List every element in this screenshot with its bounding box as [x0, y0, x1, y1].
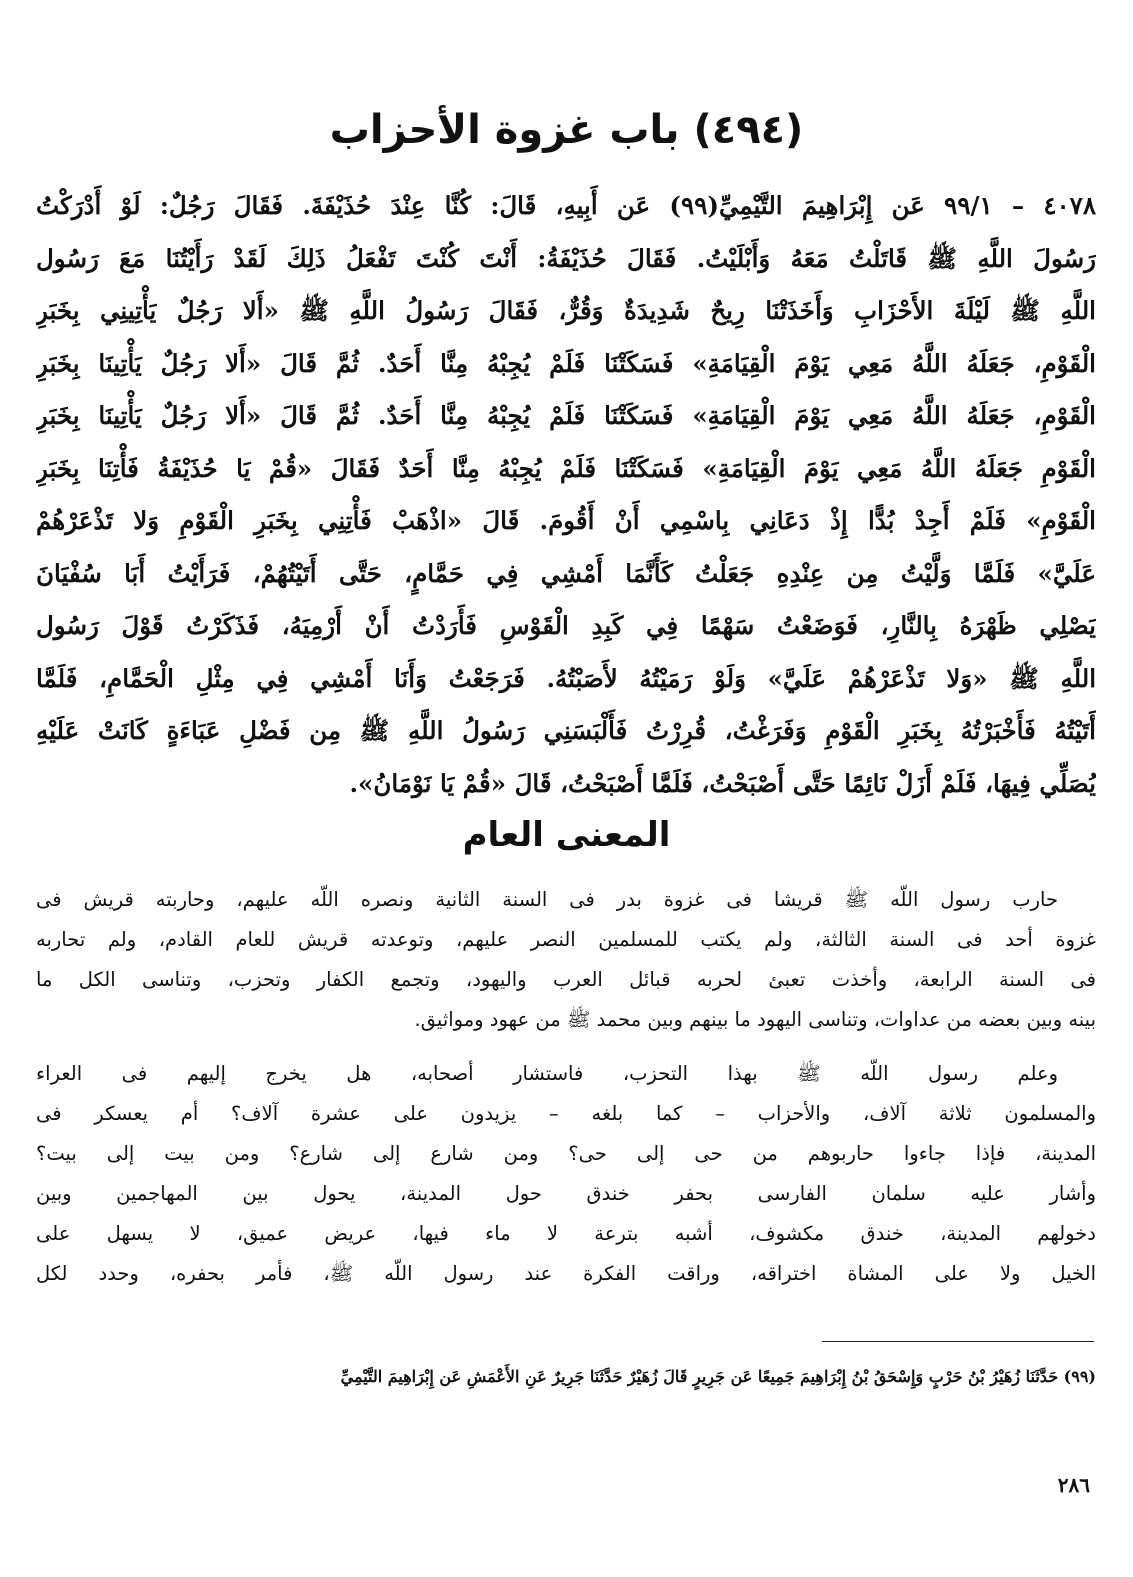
- paragraph-gap: [36, 1040, 1096, 1054]
- paragraph: [36, 1054, 1096, 1294]
- hadith-line: اللَّهِ ﷺ لَيْلَةَ الأَحْزَابِ وَأَخَذَتْنَا رِيحٌ شَدِيدَةٌ وَقُرٌّ، فَقَالَ رَسُولُ اللَّهِ ﷺ «أَلا رَجُلٌ يَأْتِينِي بِخَبَرِ: [36, 296, 1096, 325]
- hadith-line: الْقَوْمِ» فَلَمْ أَجِدْ بُدًّا إِذْ دَعَانِي بِاسْمِي أَنْ أَقُومَ. قَالَ «اذْهَبْ فَأْتِنِي بِخَبَرِ الْقَوْمِ وَلا تَذْعَرْهُمْ: [36, 506, 1096, 535]
- footnote-divider: [822, 1341, 1094, 1342]
- meaning-line: وعلم رسول اللّه ﷺ بهذا التحزب، فاستشار أصحابه، هل يخرج إليهم فى العراء: [36, 1062, 1058, 1085]
- meaning-line: حارب رسول اللّه ﷺ قريشا فى غزوة بدر فى السنة الثانية ونصره اللّه عليهم، وحاربته قريش فى: [36, 888, 1058, 911]
- chapter-title: (٤٩٤) باب غزوة الأحزاب: [329, 107, 804, 153]
- meaning-line: الخيل ولا على المشاة اختراقه، وراقت الفكرة عند رسول اللّه ﷺ، فأمر بحفره، وحدد لكل: [36, 1262, 1096, 1285]
- hadith-line: الْقَوْمِ، جَعَلَهُ اللَّهُ مَعِي يَوْمَ الْقِيَامَةِ» فَسَكَتْنَا فَلَمْ يُجِبْهُ مِنَّا أَحَدٌ. ثُمَّ قَالَ «أَلا رَجُلٌ يَأْتِينَا بِخَبَرِ: [36, 348, 1096, 378]
- hadith-line: ٤٠٧٨ – ٩٩/١ عَن إِبْرَاهِيمَ التَّيْمِيِّ(٩٩) عَن أَبِيهِ، قَالَ: كُنَّا عِنْدَ حُذَيْفَةَ. فَقَالَ رَجُلٌ: لَوْ أَدْرَكْتُ: [36, 191, 1096, 220]
- section-title-general-meaning: المعنى العام: [462, 815, 671, 855]
- paragraph: [36, 880, 1096, 1040]
- meaning-line: بينه وبين بعضه من عداوات، وتناسى اليهود ما بينهم وبين محمد ﷺ من عهود ومواثيق.: [414, 1008, 1096, 1031]
- meaning-line: والمسلمون ثلاثة آلاف، والأحزاب – كما بلغه – يزيدون على عشرة آلاف؟ أم يعسكر فى: [36, 1102, 1096, 1125]
- general-meaning-text: [36, 880, 1096, 1294]
- meaning-line: فى السنة الرابعة، وأخذت تعبئ لحربه قبائل العرب واليهود، وتجمع الكفار وتحزب، وتناسى الكل ما: [36, 968, 1096, 991]
- meaning-line: المدينة، فإذا جاءوا حاربوهم من حى إلى حى؟ ومن شارع إلى شارع؟ ومن بيت إلى بيت؟: [36, 1142, 1096, 1165]
- hadith-line: عَلَيَّ» فَلَمَّا وَلَّيْتُ مِن عِنْدِهِ جَعَلْتُ كَأَنَّمَا أَمْشِي فِي حَمَّامٍ، حَتَّى أَتَيْتُهُمْ، فَرَأَيْتُ أَبَا سُفْيَانَ: [36, 558, 1096, 588]
- hadith-text: [36, 180, 1096, 810]
- meaning-line: وأشار عليه سلمان الفارسى بحفر خندق حول المدينة، يحول بين المهاجمين وبين: [36, 1182, 1096, 1205]
- meaning-line: غزوة أحد فى السنة الثالثة، ولم يكتب للمسلمين النصر عليهم، وتوعدته قريش للعام القادم، ولم تحاربه: [36, 928, 1096, 951]
- hadith-line: اللَّهِ ﷺ «وَلا تَذْعَرْهُمْ عَلَيَّ» وَلَوْ رَمَيْتُهُ لأَصَبْتُهُ. فَرَجَعْتُ وَأَنَا أَمْشِي فِي مِثْلِ الْحَمَّامِ، فَلَمَّا: [36, 663, 1096, 693]
- hadith-line: يَصْلِي ظَهْرَهُ بِالنَّارِ، فَوَضَعْتُ سَهْمًا فِي كَبِدِ الْقَوْسِ فَأَرَدْتُ أَنْ أَرْمِيَهُ، فَذَكَرْتُ قَوْلَ رَسُول: [36, 611, 1096, 640]
- hadith-line: الْقَوْمِ، جَعَلَهُ اللَّهُ مَعِي يَوْمَ الْقِيَامَةِ» فَسَكَتْنَا فَلَمْ يُجِبْهُ مِنَّا أَحَدٌ. ثُمَّ قَالَ «أَلا رَجُلٌ يَأْتِينَا بِخَبَرِ: [36, 401, 1096, 430]
- meaning-line: دخولهم المدينة، خندق مكشوف، أشبه بترعة لا ماء فيها، عريض عميق، لا يسهل على: [36, 1222, 1096, 1245]
- hadith-line: أَتَيْتُهُ فَأَخْبَرْتُهُ بِخَبَرِ الْقَوْمِ وَفَرَغْتُ، قُرِرْتُ فَأَلْبَسَنِي رَسُولُ اللَّهِ ﷺ مِن فَضْلِ عَبَاءَةٍ كَانَتْ عَلَيْهِ: [36, 716, 1096, 745]
- hadith-line: رَسُولَ اللَّهِ ﷺ قَاتَلْتُ مَعَهُ وَأَبْلَيْتُ. فَقَالَ حُذَيْفَةُ: أَنْتَ كُنْتَ تَفْعَلُ ذَلِكَ لَقَدْ رَأَيْتُنَا مَعَ رَسُول: [36, 243, 1096, 273]
- hadith-line: الْقَوْمِ جَعَلَهُ اللَّهُ مَعِي يَوْمَ الْقِيَامَةِ» فَسَكَتْنَا فَلَمْ يُجِبْهُ مِنَّا أَحَدٌ فَقَالَ «قُمْ يَا حُذَيْفَةُ فَأْتِنَا بِخَبَرِ: [36, 453, 1096, 483]
- page-number: ٢٨٦: [1057, 1473, 1090, 1497]
- footnote: (٩٩) حَدَّثَنَا زُهَيْرُ بْنُ حَرْبٍ وَإِسْحَقُ بْنُ إِبْرَاهِيمَ جَمِيعًا عَن جَرِيرٍ قَالَ زُهَيْرٌ حَدَّثَنَا جَرِيرٌ عَنِ الأَعْمَشِ عَن إِبْرَاهِيمَ التَّيْمِيِّ: [340, 1367, 1096, 1386]
- hadith-line: يُصَلِّي فِيهَا، فَلَمْ أَزَلْ نَائِمًا حَتَّى أَصْبَحْتُ، فَلَمَّا أَصْبَحْتُ، قَالَ «قُمْ يَا نَوْمَانُ».: [349, 768, 1096, 798]
